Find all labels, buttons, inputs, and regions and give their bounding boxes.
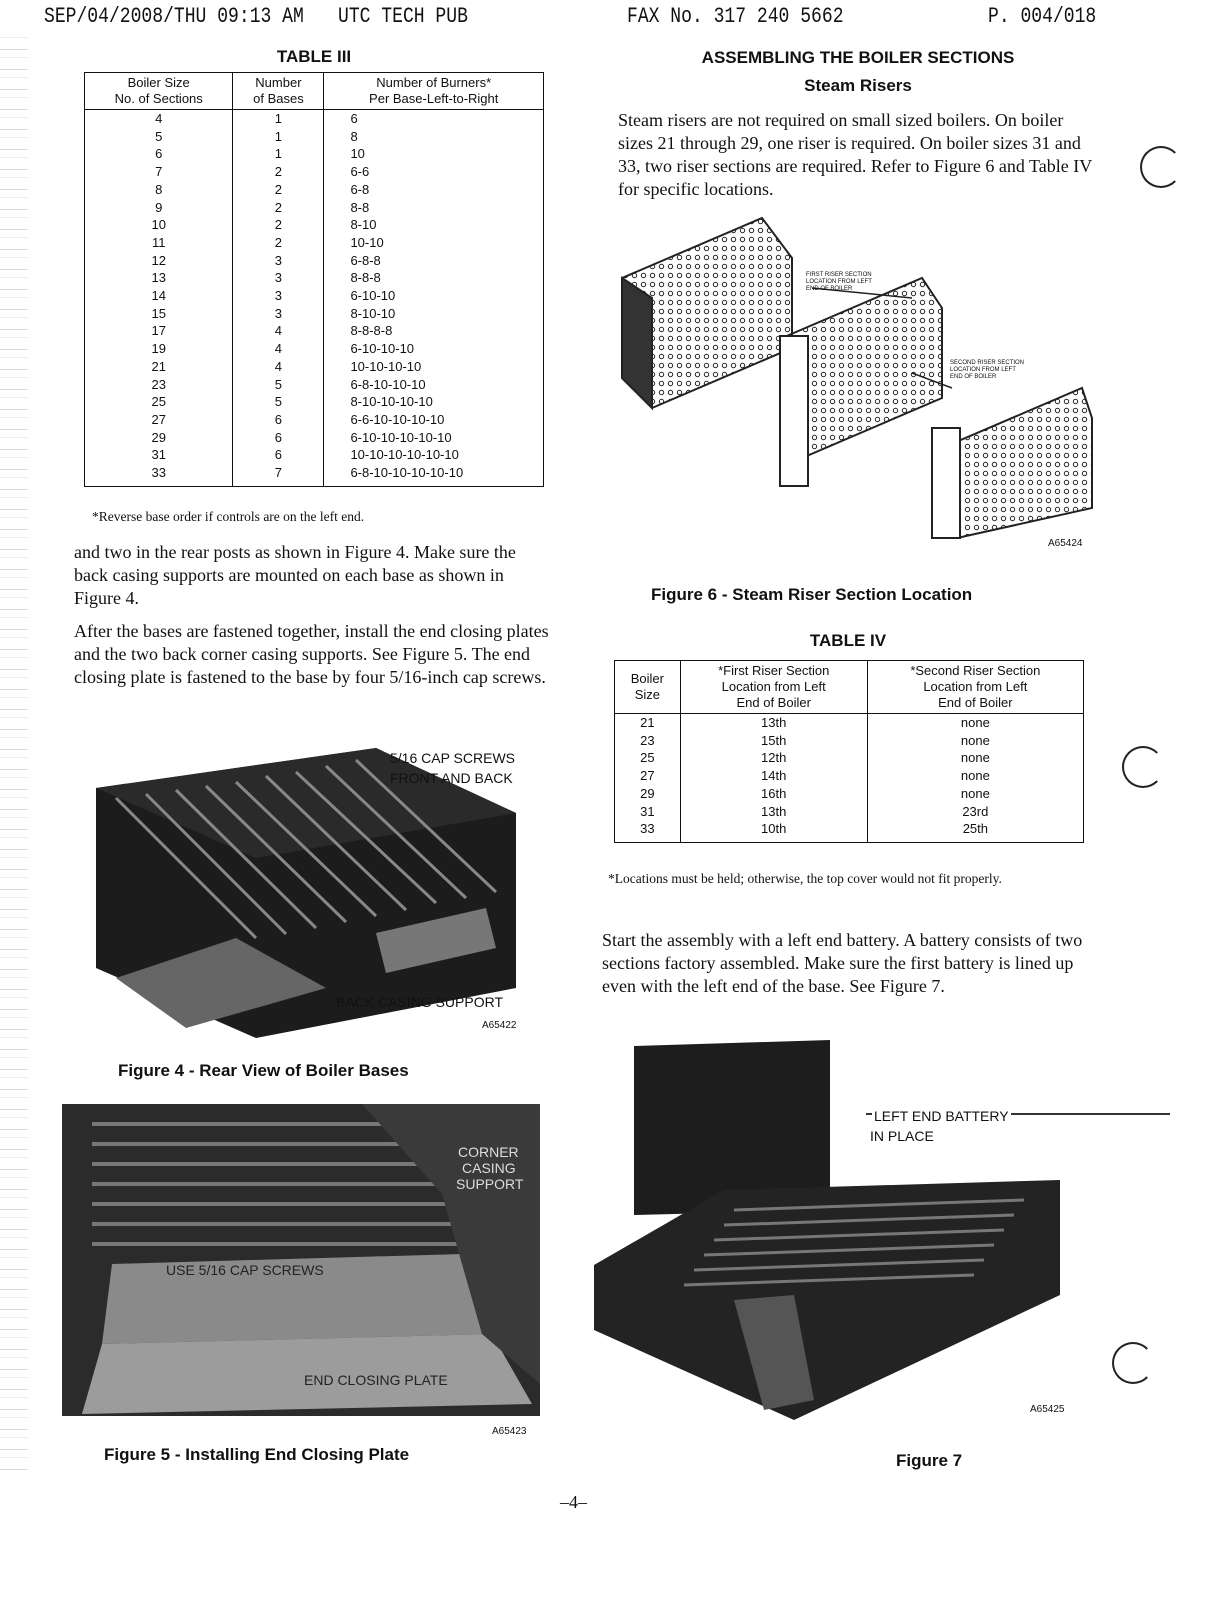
table3-row: [85, 446, 544, 464]
table-cell: 21: [85, 358, 233, 376]
table-cell: 4: [233, 358, 324, 376]
figure5-label-plate: END CLOSING PLATE: [304, 1372, 448, 1388]
table-cell: 6-6: [324, 163, 544, 181]
fax-number: FAX No. 317 240 5662: [627, 4, 844, 29]
figure5-code: A65423: [492, 1426, 527, 1437]
table-cell: 6-10-10-10-10-10: [324, 429, 544, 447]
punch-hole-mark: [1122, 746, 1164, 788]
figure6-callout1-2: LOCATION FROM LEFT: [806, 279, 872, 285]
table3-row: [85, 393, 544, 411]
figure6-callout1-1: FIRST RISER SECTION: [806, 272, 872, 278]
figure5-label-corner-2: CASING: [462, 1160, 516, 1176]
table3-row: [85, 234, 544, 252]
table-cell: 12th: [680, 749, 867, 767]
table-cell: 4: [85, 110, 233, 128]
fax-sender: UTC TECH PUB: [338, 4, 468, 29]
table-cell: 5: [85, 128, 233, 146]
table-cell: 23: [615, 732, 681, 750]
column-header: Number of Bases: [233, 73, 324, 110]
table-cell: 12: [85, 252, 233, 270]
fax-page: P. 004/018: [988, 4, 1097, 29]
table-cell: 5: [233, 393, 324, 411]
table-cell: 3: [233, 305, 324, 323]
table-cell: 15th: [680, 732, 867, 750]
table4-row: [615, 767, 1084, 785]
table-cell: 27: [615, 767, 681, 785]
table4-row: [615, 714, 1084, 732]
table-cell: 8-10-10-10-10: [324, 393, 544, 411]
table3-row: [85, 305, 544, 323]
table4-row: [615, 785, 1084, 803]
table-cell: 6: [324, 110, 544, 128]
figure7-image: [594, 1040, 1070, 1432]
table-cell: 7: [85, 163, 233, 181]
table-cell: 23: [85, 376, 233, 394]
figure7-caption: Figure 7: [896, 1451, 963, 1470]
table-cell: 6: [85, 145, 233, 163]
table-cell: 3: [233, 269, 324, 287]
figure7-label-2: IN PLACE: [870, 1128, 934, 1144]
figure6-callout1-3: END OF BOILER: [806, 286, 853, 292]
table3-row: [85, 464, 544, 486]
table-cell: 6-8-10-10-10: [324, 376, 544, 394]
table-cell: 17: [85, 322, 233, 340]
table3-row: [85, 128, 544, 146]
table-cell: 1: [233, 145, 324, 163]
table4-row: [615, 803, 1084, 821]
table3-row: [85, 411, 544, 429]
table-cell: 7: [233, 464, 324, 486]
fax-date-time: SEP/04/2008/THU 09:13 AM: [44, 4, 304, 29]
punch-hole-mark: [1140, 146, 1182, 188]
section-subheading: Steam Risers: [804, 76, 912, 95]
table3-footnote: *Reverse base order if controls are on the left end.: [92, 509, 365, 524]
table-cell: 5: [233, 376, 324, 394]
table-cell: none: [867, 785, 1083, 803]
table-cell: 10-10-10-10: [324, 358, 544, 376]
figure5-label-screws: USE 5/16 CAP SCREWS: [166, 1262, 324, 1278]
table3-row: [85, 252, 544, 270]
figure4-label-top-1: 5/16 CAP SCREWS: [390, 750, 516, 766]
figure6-callout2-3: END OF BOILER: [950, 374, 997, 380]
table-cell: none: [867, 767, 1083, 785]
figure4-label-top-2: FRONT AND BACK: [390, 770, 513, 786]
table-cell: 2: [233, 163, 324, 181]
table-cell: 16th: [680, 785, 867, 803]
table-cell: 29: [85, 429, 233, 447]
table3-row: [85, 269, 544, 287]
table-cell: 6-8-8: [324, 252, 544, 270]
table-cell: 13th: [680, 714, 867, 732]
column-header: Boiler Size: [615, 661, 681, 714]
table-cell: 1: [233, 128, 324, 146]
table-cell: 33: [615, 820, 681, 842]
table4-title: TABLE IV: [809, 631, 887, 650]
table-cell: 6-6-10-10-10-10: [324, 411, 544, 429]
table-cell: 8: [85, 181, 233, 199]
table-cell: 6-8: [324, 181, 544, 199]
figure6-image: [612, 208, 1102, 548]
column-header: *Second Riser Section Location from Left End of Boiler: [867, 661, 1083, 714]
figure5-caption: Figure 5 - Installing End Closing Plate: [104, 1445, 410, 1464]
figure6-caption: Figure 6 - Steam Riser Section Location: [651, 585, 973, 604]
table-cell: 14: [85, 287, 233, 305]
figure6-callout2-2: LOCATION FROM LEFT: [950, 367, 1016, 373]
table-cell: 10: [85, 216, 233, 234]
table-cell: 4: [233, 322, 324, 340]
table-cell: 2: [233, 199, 324, 217]
table-cell: 8: [324, 128, 544, 146]
figure6-illustration: [612, 208, 1102, 548]
table-cell: 2: [233, 181, 324, 199]
table3-row: [85, 199, 544, 217]
punch-hole-mark: [1112, 1342, 1154, 1384]
table-cell: 10-10-10-10-10-10: [324, 446, 544, 464]
figure4-code: A65422: [482, 1020, 517, 1031]
table3-row: [85, 163, 544, 181]
table-cell: none: [867, 749, 1083, 767]
table4-footnote: *Locations must be held; otherwise, the top cover would not fit properly.: [608, 871, 1002, 886]
table3-row: [85, 376, 544, 394]
figure5-label-corner-1: CORNER: [458, 1144, 519, 1160]
figure6-code: A65424: [1048, 538, 1083, 549]
table-cell: 25: [85, 393, 233, 411]
table-cell: 3: [233, 287, 324, 305]
page-number: –4–: [560, 1492, 587, 1512]
table-cell: 6: [233, 446, 324, 464]
table-cell: 21: [615, 714, 681, 732]
figure7-illustration: [594, 1040, 1070, 1432]
table3-row: [85, 287, 544, 305]
table-cell: 33: [85, 464, 233, 486]
figure6-callout2-1: SECOND RISER SECTION: [950, 360, 1025, 366]
table-cell: none: [867, 714, 1083, 732]
table-cell: 9: [85, 199, 233, 217]
steam-risers-paragraph: Steam risers are not required on small sized boilers. On boiler sizes 21 through 29, one riser is required. On boiler sizes 31 and 33, two riser sections are required. Refer to Figure 6 and Table IV for specific locations.: [618, 110, 1092, 199]
table-cell: 23rd: [867, 803, 1083, 821]
table-cell: 6: [233, 429, 324, 447]
table-cell: 10-10: [324, 234, 544, 252]
table-cell: 6: [233, 411, 324, 429]
table-cell: 19: [85, 340, 233, 358]
table3-row: [85, 358, 544, 376]
section-heading: ASSEMBLING THE BOILER SECTIONS: [701, 48, 1015, 67]
table3-row: [85, 145, 544, 163]
table-cell: 8-8: [324, 199, 544, 217]
table-cell: 8-10: [324, 216, 544, 234]
table-cell: 1: [233, 110, 324, 128]
figure7-code: A65425: [1030, 1404, 1065, 1415]
table-cell: 2: [233, 216, 324, 234]
table-cell: 10th: [680, 820, 867, 842]
table-cell: 11: [85, 234, 233, 252]
table-cell: 13th: [680, 803, 867, 821]
left-paragraph-2: After the bases are fastened together, install the end closing plates and the two back corner casing supports. See Figure 5. The end closing plate is fastened to the base by four 5/16-inch cap screws.: [74, 621, 549, 687]
table-cell: 8-8-8: [324, 269, 544, 287]
table3-row: [85, 181, 544, 199]
table4-row: [615, 732, 1084, 750]
table4-row: [615, 749, 1084, 767]
table-cell: none: [867, 732, 1083, 750]
table-cell: 2: [233, 234, 324, 252]
table3-row: [85, 340, 544, 358]
table-cell: 6-10-10-10: [324, 340, 544, 358]
figure7-label-1: LEFT END BATTERY: [874, 1108, 1009, 1124]
table3-row: [85, 110, 544, 128]
table-cell: 14th: [680, 767, 867, 785]
table-cell: 6-8-10-10-10-10-10: [324, 464, 544, 486]
figure5-label-corner-3: SUPPORT: [456, 1176, 524, 1192]
table4: [614, 660, 1084, 843]
table3-row: [85, 216, 544, 234]
table-cell: 27: [85, 411, 233, 429]
table-cell: 31: [615, 803, 681, 821]
scan-noise-margin: [0, 30, 28, 1470]
table-cell: 4: [233, 340, 324, 358]
table-cell: 8-10-10: [324, 305, 544, 323]
table-cell: 25th: [867, 820, 1083, 842]
column-header: Boiler Size No. of Sections: [85, 73, 233, 110]
table-cell: 15: [85, 305, 233, 323]
table3: [84, 72, 544, 487]
figure4-label-bottom: BACK CASING SUPPORT: [336, 994, 504, 1010]
table-cell: 31: [85, 446, 233, 464]
column-header: *First Riser Section Location from Left End of Boiler: [680, 661, 867, 714]
table-cell: 6-10-10: [324, 287, 544, 305]
table3-title: TABLE III: [276, 47, 352, 66]
table-cell: 25: [615, 749, 681, 767]
table-cell: 29: [615, 785, 681, 803]
table3-row: [85, 429, 544, 447]
table-cell: 8-8-8-8: [324, 322, 544, 340]
table-cell: 10: [324, 145, 544, 163]
column-header: Number of Burners* Per Base-Left-to-Right: [324, 73, 544, 110]
left-paragraph-1: and two in the rear posts as shown in Figure 4. Make sure the back casing supports are mounted on each base as shown in Figure 4.: [74, 542, 516, 608]
figure4-caption: Figure 4 - Rear View of Boiler Bases: [118, 1061, 409, 1080]
battery-paragraph: Start the assembly with a left end battery. A battery consists of two sections factory assembled. Make sure the first battery is lined up even with the left end of the base. See Figure 7.: [602, 930, 1083, 996]
table-cell: 13: [85, 269, 233, 287]
table-cell: 3: [233, 252, 324, 270]
table3-row: [85, 322, 544, 340]
table4-row: [615, 820, 1084, 842]
